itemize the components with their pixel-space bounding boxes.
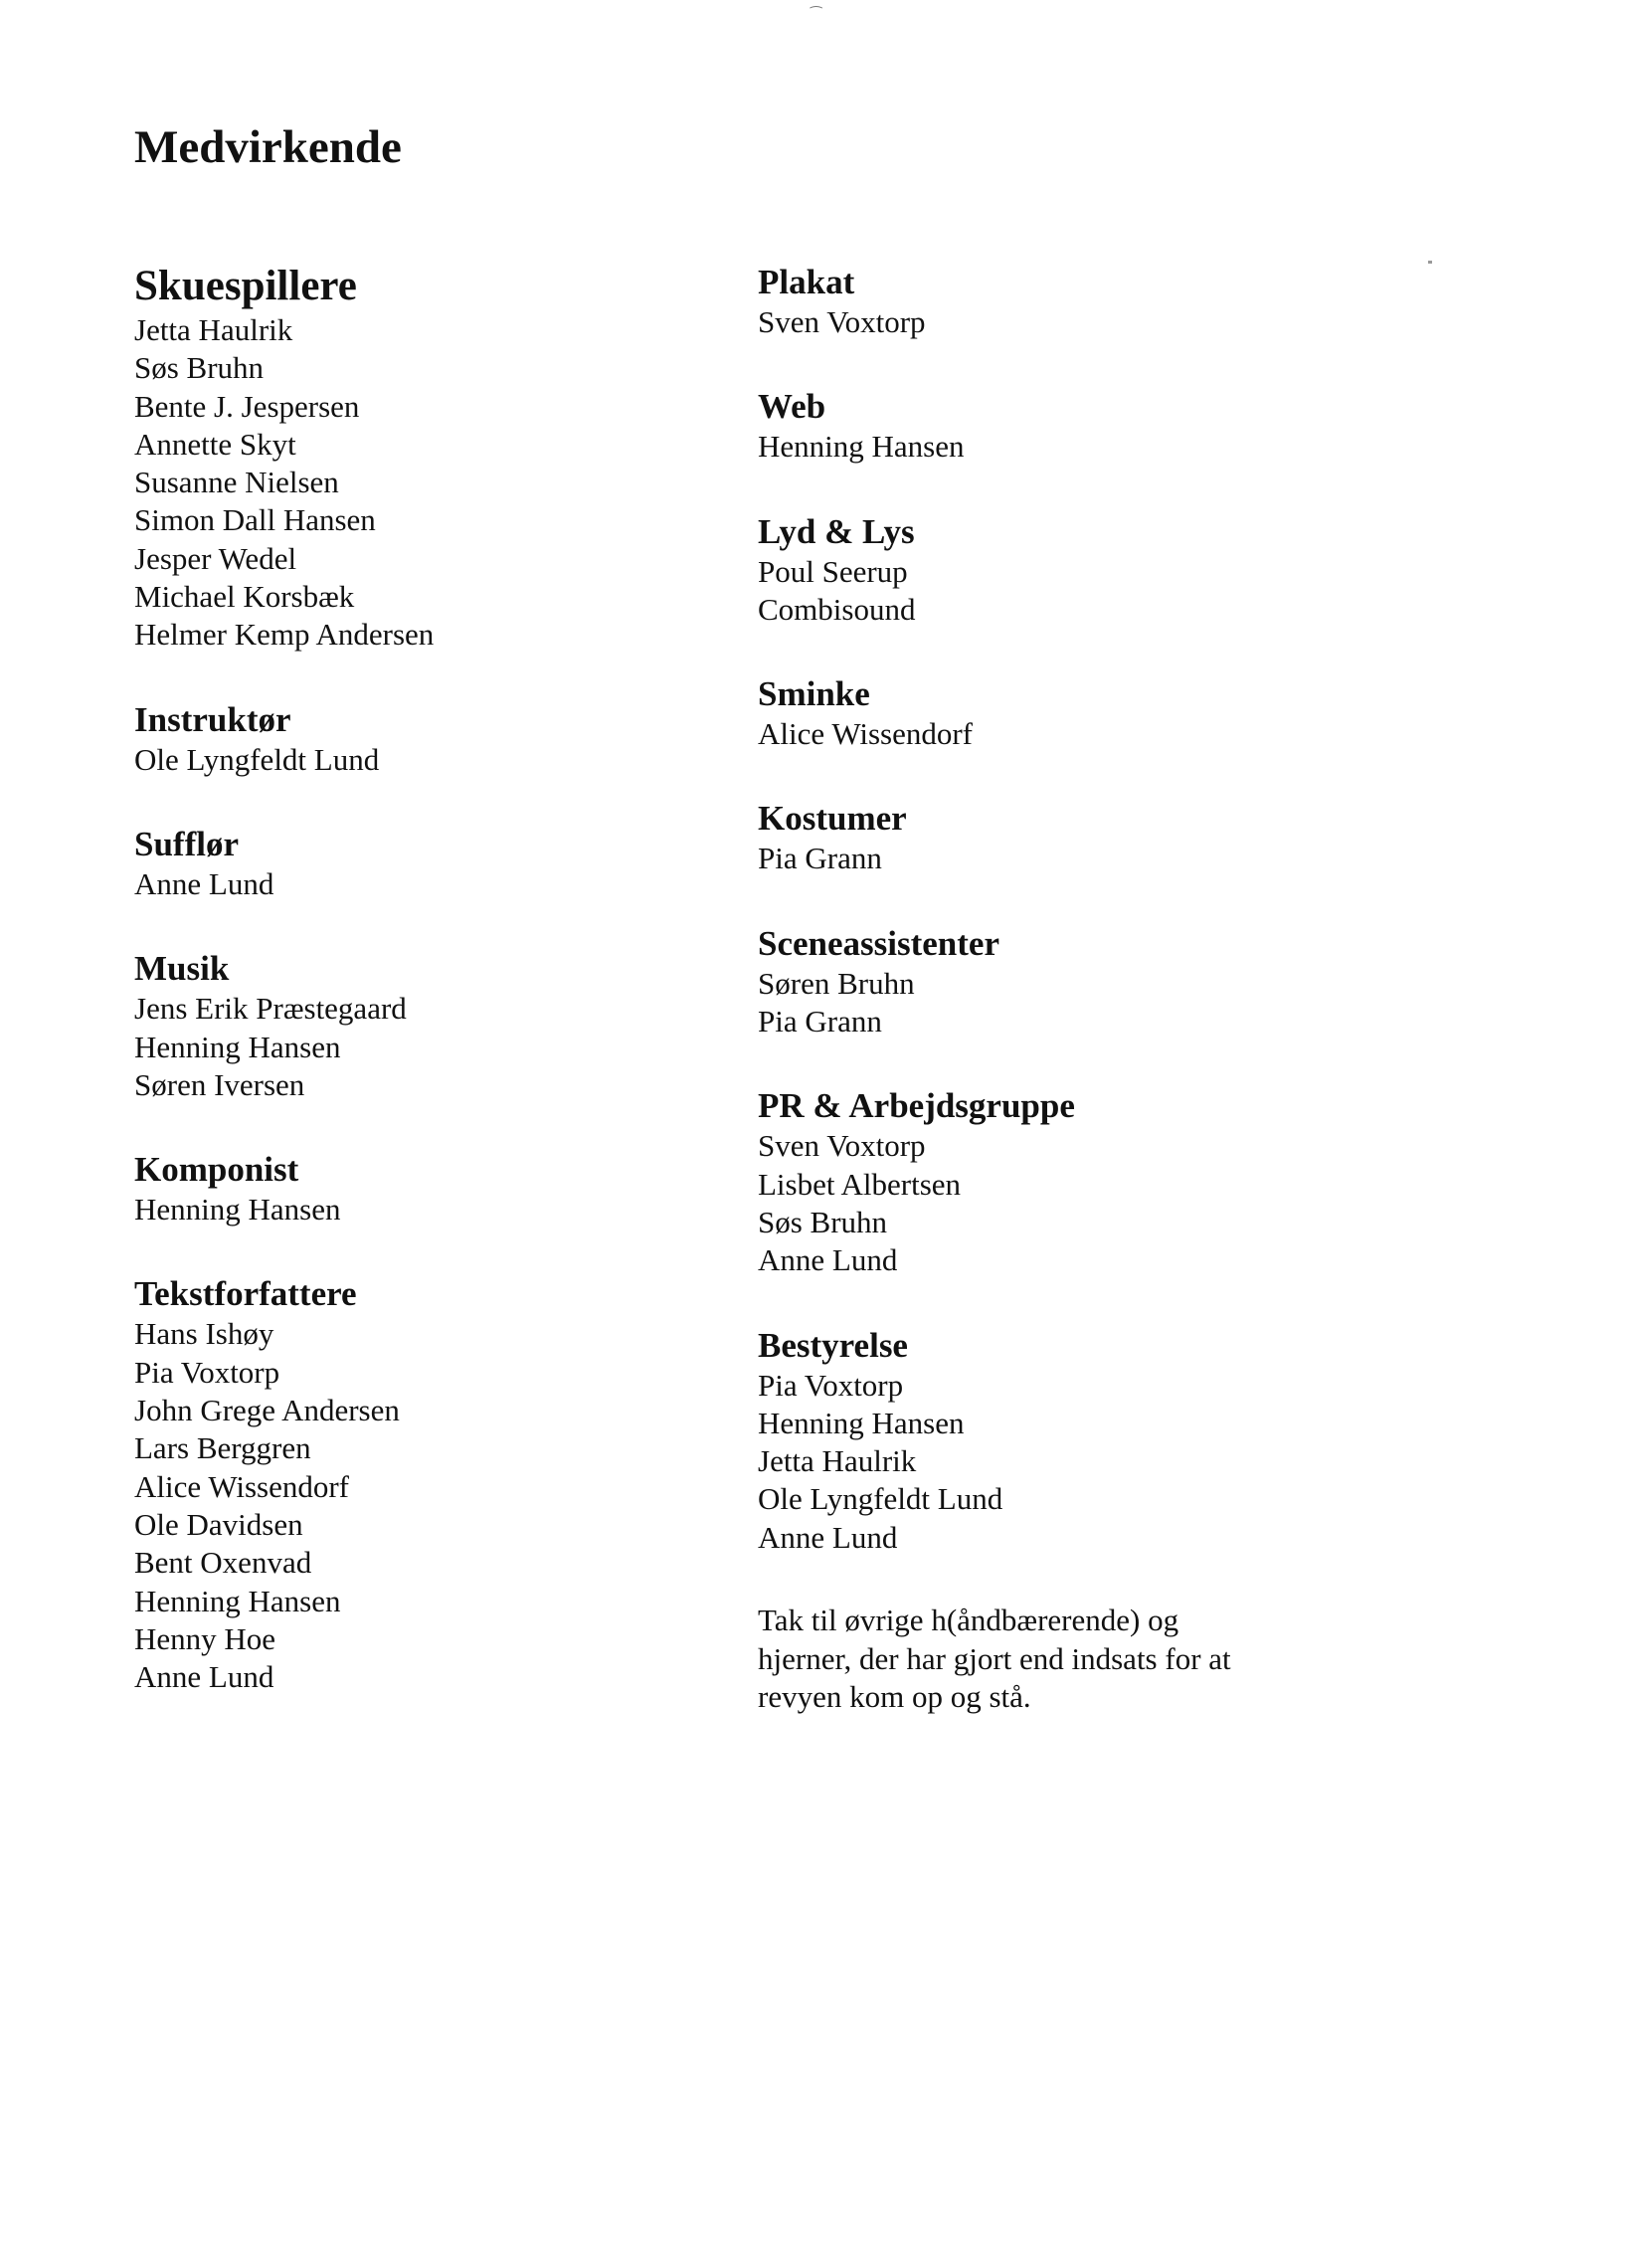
section-heading: Instruktør — [134, 699, 291, 739]
thanks-note — [758, 1602, 1474, 1717]
credit-name: Anne Lund — [134, 1659, 274, 1695]
thanks-line: revyen kom op og stå. — [758, 1679, 1031, 1715]
credit-name: Ole Davidsen — [134, 1506, 303, 1542]
name-list — [134, 1191, 691, 1228]
scan-speck: ⁀ — [811, 8, 822, 23]
credit-name: Henning Hansen — [758, 1405, 965, 1440]
section-heading: Skuespillere — [134, 263, 357, 309]
thanks-line: Tak til øvrige h(åndbærerende) og — [758, 1603, 1179, 1638]
right-column — [758, 262, 1474, 1762]
credit-name: Pia Voxtorp — [758, 1367, 904, 1403]
credit-name: Alice Wissendorf — [758, 716, 973, 752]
credit-name: Anne Lund — [758, 1242, 898, 1278]
name-list — [758, 553, 1474, 630]
section-heading: Sufflør — [134, 824, 239, 863]
section-heading: Plakat — [758, 263, 855, 301]
name-list — [758, 1127, 1474, 1279]
thanks-line: hjerner, der har gjort end indsats for at — [758, 1640, 1231, 1676]
section-heading: Sceneassistenter — [758, 923, 1000, 963]
credit-name: Henny Hoe — [134, 1620, 276, 1656]
section-kostumer — [758, 798, 1474, 877]
section-instruktor — [134, 699, 691, 779]
name-list — [758, 965, 1474, 1041]
credit-name: Søs Bruhn — [758, 1204, 888, 1239]
name-list — [758, 715, 1474, 753]
credit-name: Søs Bruhn — [134, 350, 265, 386]
credit-name: Lars Berggren — [134, 1430, 311, 1466]
credit-name: Jens Erik Præstegaard — [134, 991, 407, 1027]
credit-name: Henning Hansen — [134, 1583, 341, 1618]
credit-name: Hans Ishøy — [134, 1316, 274, 1352]
section-tekstforfattere — [134, 1273, 691, 1696]
section-heading: Kostumer — [758, 799, 907, 839]
credit-name: Pia Grann — [758, 1004, 882, 1040]
section-heading: Lyd & Lys — [758, 511, 915, 551]
credit-name: Poul Seerup — [758, 553, 908, 589]
credit-name: Jetta Haulrik — [134, 312, 293, 347]
credit-name: Ole Lyngfeldt Lund — [758, 1481, 1003, 1517]
section-heading: Bestyrelse — [758, 1325, 908, 1365]
credit-name: Søren Iversen — [134, 1066, 305, 1102]
credit-name: Henning Hansen — [134, 1029, 341, 1064]
name-list — [758, 1367, 1474, 1557]
credit-name: Jesper Wedel — [134, 540, 297, 576]
credit-name: Henning Hansen — [758, 429, 965, 465]
credit-name: Henning Hansen — [134, 1192, 341, 1228]
credit-name: Helmer Kemp Andersen — [134, 617, 435, 653]
name-list — [134, 990, 691, 1104]
left-column — [134, 262, 691, 1741]
credit-name: Bent Oxenvad — [134, 1545, 312, 1581]
section-heading: Web — [758, 387, 826, 427]
credit-name: John Grege Andersen — [134, 1393, 400, 1428]
name-list — [134, 741, 691, 779]
credit-name: Michael Korsbæk — [134, 579, 355, 615]
credit-name: Jetta Haulrik — [758, 1443, 917, 1479]
section-lyd-lys — [758, 511, 1474, 630]
credit-name: Søren Bruhn — [758, 965, 915, 1001]
section-komponist — [134, 1149, 691, 1228]
credit-name: Annette Skyt — [134, 426, 296, 462]
credit-name: Anne Lund — [134, 865, 274, 901]
thanks-paragraph — [758, 1602, 1474, 1717]
section-heading: Tekstforfattere — [134, 1274, 357, 1314]
section-musik — [134, 948, 691, 1104]
section-heading: Sminke — [758, 674, 870, 714]
credit-name: Combisound — [758, 591, 916, 627]
credit-name: Anne Lund — [758, 1519, 898, 1555]
credit-name: Pia Grann — [758, 841, 882, 876]
section-plakat — [758, 262, 1474, 341]
section-heading: Musik — [134, 949, 230, 989]
section-heading: PR & Arbejdsgruppe — [758, 1086, 1075, 1126]
name-list — [758, 303, 1474, 341]
section-sceneassistenter — [758, 923, 1474, 1041]
credit-name: Susanne Nielsen — [134, 465, 339, 500]
section-heading: Komponist — [134, 1150, 299, 1190]
name-list — [134, 1315, 691, 1696]
name-list — [758, 840, 1474, 877]
section-bestyrelse — [758, 1325, 1474, 1557]
section-skuespillere — [134, 262, 691, 655]
credit-name: Sven Voxtorp — [758, 1128, 926, 1164]
credit-name: Alice Wissendorf — [134, 1468, 349, 1504]
name-list — [134, 311, 691, 655]
credit-name: Bente J. Jespersen — [134, 388, 360, 424]
section-pr-arbejdsgruppe — [758, 1085, 1474, 1279]
page-title: Medvirkende — [134, 121, 402, 173]
section-sminke — [758, 673, 1474, 753]
name-list — [758, 428, 1474, 466]
section-web — [758, 386, 1474, 466]
credit-name: Pia Voxtorp — [134, 1354, 280, 1390]
credit-name: Simon Dall Hansen — [134, 502, 376, 538]
section-sufflor — [134, 824, 691, 903]
credit-name: Ole Lyngfeldt Lund — [134, 741, 380, 777]
credit-name: Sven Voxtorp — [758, 304, 926, 339]
name-list — [134, 865, 691, 903]
credit-name: Lisbet Albertsen — [758, 1166, 962, 1202]
